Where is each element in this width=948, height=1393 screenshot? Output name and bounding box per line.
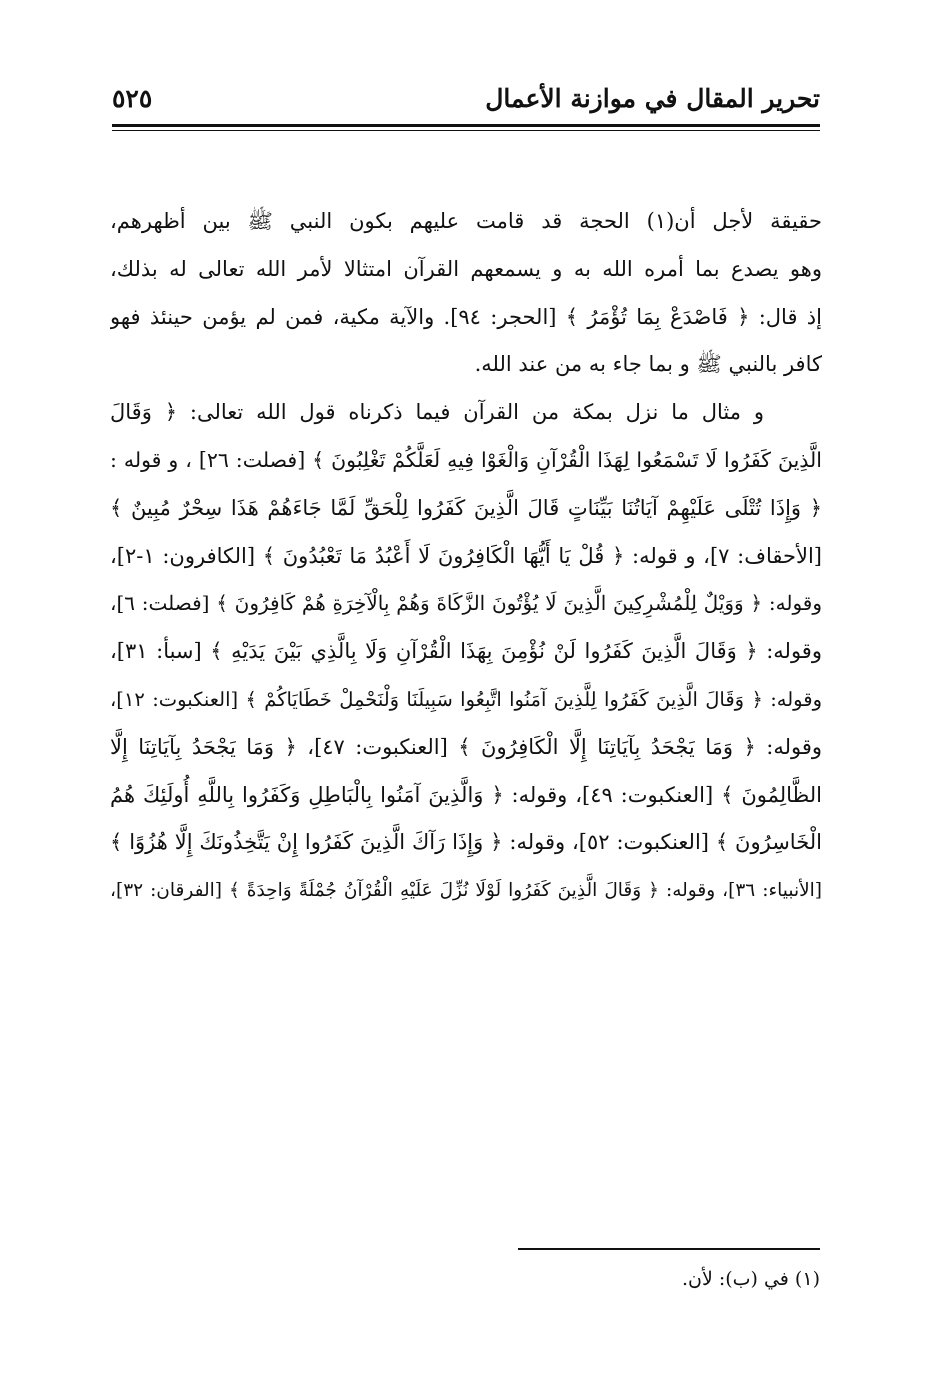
- text-line: كافر بالنبي ﷺ و بما جاء به من عند الله.: [474, 352, 822, 377]
- header-rule-thick: [112, 124, 820, 127]
- text-line: الْخَاسِرُونَ ﴾ [العنكبوت: ٥٢]، وقوله: ﴿ وَإِذَا رَآكَ الَّذِينَ كَفَرُوا إِنْ يَتَّخِذُونَكَ إِلَّا هُزُوًا ﴾: [110, 830, 822, 855]
- text-line: [الأنبياء: ٣٦]، وقوله: ﴿ وَقَالَ الَّذِينَ كَفَرُوا لَوْلَا نُزِّلَ عَلَيْهِ الْقُرْآنُ جُمْلَةً وَاحِدَةً ﴾ [الفرقان: ٣٢]،: [110, 880, 822, 902]
- page-header: [112, 82, 820, 130]
- text-line: الظَّالِمُونَ ﴾ [العنكبوت: ٤٩]، وقوله: ﴿ وَالَّذِينَ آمَنُوا بِالْبَاطِلِ وَكَفَرُوا بِاللَّهِ أُولَئِكَ هُمُ: [110, 782, 822, 807]
- page-number: ٥٢٥: [112, 84, 153, 113]
- text-line: الَّذِينَ كَفَرُوا لَا تَسْمَعُوا لِهَذَا الْقُرْآنِ وَالْغَوْا فِيهِ لَعَلَّكُمْ تَغْلِبُونَ ﴾ [فصلت: ٢٦] ، و قوله :: [110, 447, 822, 472]
- text-line: و مثال ما نزل بمكة من القرآن فيما ذكرناه قول الله تعالى: ﴿ وَقَالَ: [110, 400, 764, 425]
- text-line: وهو يصدع بما أمره الله به و يسمعهم القرآن امتثالا لأمر الله تعالى له بذلك،: [110, 256, 822, 281]
- text-line: وقوله: ﴿ وَوَيْلٌ لِلْمُشْرِكِينَ الَّذِينَ لَا يُؤْتُونَ الزَّكَاةَ وَهُمْ بِالْآخِرَةِ هُمْ كَافِرُونَ ﴾ [فصلت: ٦]،: [110, 591, 822, 616]
- text-line: وقوله: ﴿ وَقَالَ الَّذِينَ كَفَرُوا لِلَّذِينَ آمَنُوا اتَّبِعُوا سَبِيلَنَا وَلْنَحْمِلْ خَطَايَاكُمْ ﴾ [العنكبوت: ١٢]،: [110, 687, 822, 711]
- footnote: (١) في (ب): لأن.: [681, 1268, 820, 1290]
- text-line: إذ قال: ﴿ فَاصْدَعْ بِمَا تُؤْمَرُ ﴾ [الحجر: ٩٤]. والآية مكية، فمن لم يؤمن حينئذ فهو: [110, 304, 822, 329]
- header-rule-thin: [112, 130, 820, 131]
- text-line: حقيقة لأجل أن(١) الحجة قد قامت عليهم بكون النبي ﷺ بين أظهرهم،: [110, 209, 822, 233]
- text-line: ﴿ وَإِذَا تُتْلَى عَلَيْهِمْ آيَاتُنَا بَيِّنَاتٍ قَالَ الَّذِينَ كَفَرُوا لِلْحَقِّ لَمَّا جَاءَهُمْ هَذَا سِحْرٌ مُبِينٌ ﴾: [110, 495, 822, 520]
- running-title: تحرير المقال في موازنة الأعمال: [485, 84, 820, 113]
- footnote-divider: [518, 1248, 820, 1250]
- text-line: [الأحقاف: ٧]، و قوله: ﴿ قُلْ يَا أَيُّهَا الْكَافِرُونَ لَا أَعْبُدُ مَا تَعْبُدُونَ ﴾ [الكافرون: ١-٢]،: [110, 543, 822, 568]
- text-line: وقوله: ﴿ وَمَا يَجْحَدُ بِآيَاتِنَا إِلَّا الْكَافِرُونَ ﴾ [العنكبوت: ٤٧]، ﴿ وَمَا يَجْحَدُ بِآيَاتِنَا إِلَّا: [110, 734, 822, 759]
- text-line: وقوله: ﴿ وَقَالَ الَّذِينَ كَفَرُوا لَنْ نُؤْمِنَ بِهَذَا الْقُرْآنِ وَلَا بِالَّذِي بَيْنَ يَدَيْهِ ﴾ [سبأ: ٣١]،: [110, 639, 822, 664]
- main-text: [110, 198, 822, 915]
